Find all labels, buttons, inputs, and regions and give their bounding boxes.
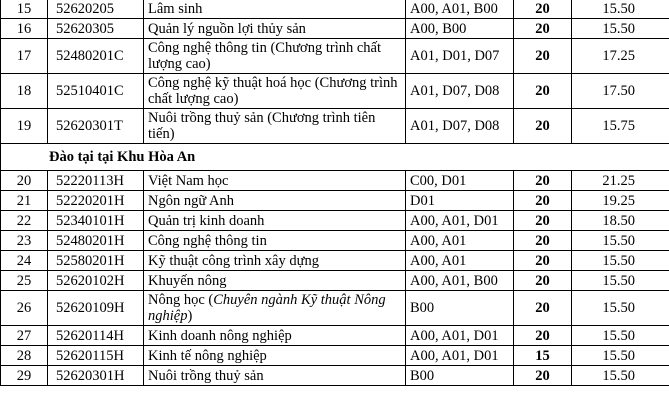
score-cell: 21.25 [572,171,669,191]
row-number-cell: 16 [1,19,48,39]
major-name-cell [144,191,406,211]
table-row [1,346,669,366]
row-number-cell: 15 [1,0,48,19]
major-code-cell: 52620301T [48,109,144,144]
subject-groups-cell: A00, B00 [406,19,514,39]
table-row [1,191,669,211]
table-row [1,231,669,251]
major-code-cell: 52620205 [48,0,144,19]
major-code-cell: 52480201C [48,39,144,74]
major-name-text: Nông học ( [148,292,214,308]
subject-groups-cell: A00, A01, B00 [406,271,514,291]
major-name-cell [144,39,406,74]
subject-groups-cell: A00, A01, D01 [406,326,514,346]
table-row [1,366,669,386]
row-number-cell: 23 [1,231,48,251]
score-cell: 15.50 [572,231,669,251]
major-name-cell [144,271,406,291]
major-name-text: Quản trị kinh doanh [148,212,265,229]
quota-cell: 20 [514,191,572,211]
table-row [1,326,669,346]
major-name-cell [144,231,406,251]
major-name-cell [144,366,406,386]
row-number-cell: 27 [1,326,48,346]
major-name-text: Quản lý nguồn lợi thủy sản [148,20,306,37]
score-cell: 15.50 [572,0,669,19]
major-name-text: Công nghệ thông tin [148,232,267,249]
subject-groups-cell: A00, A01, D01 [406,211,514,231]
quota-cell: 20 [514,251,572,271]
quota-cell: 20 [514,39,572,74]
major-name-text: Kinh tế nông nghiệp [148,347,267,364]
major-code-cell: 52620109H [48,291,144,326]
major-code-cell: 52340101H [48,211,144,231]
major-name-text: Ngôn ngữ Anh [148,192,235,209]
row-number-cell: 25 [1,271,48,291]
quota-cell: 20 [514,231,572,251]
score-cell: 17.25 [572,39,669,74]
major-name-text: Lâm sinh [148,0,203,17]
quota-cell: 20 [514,19,572,39]
major-name-italic: Chuyên ngành Kỹ thuật Nông nghiệp [148,292,386,324]
major-name-cell [144,19,406,39]
section-title: Đào tại tại Khu Hòa An [1,144,669,171]
major-code-cell: 52480201H [48,231,144,251]
major-name-text: Công nghệ kỹ thuật hoá học (Chương trình chất lượng cao) [148,75,398,107]
quota-cell: 15 [514,346,572,366]
table-row [1,19,669,39]
quota-cell: 20 [514,211,572,231]
major-name-text: Nuôi trồng thuỷ sản [148,367,264,384]
quota-cell: 20 [514,74,572,109]
score-cell: 15.50 [572,366,669,386]
row-number-cell: 26 [1,291,48,326]
row-number-cell: 19 [1,109,48,144]
subject-groups-cell: C00, D01 [406,171,514,191]
major-name-text: Việt Nam học [148,172,229,189]
major-name-cell [144,0,406,19]
quota-cell: 20 [514,0,572,19]
major-name-cell [144,346,406,366]
table-row [1,109,669,144]
major-name-end: ) [187,308,193,324]
table-row [1,0,669,19]
score-cell: 18.50 [572,211,669,231]
major-code-cell: 52580201H [48,251,144,271]
score-cell: 19.25 [572,191,669,211]
table-row [1,251,669,271]
major-code-cell: 52220113H [48,171,144,191]
major-name-text: Nuôi trồng thuỷ sản (Chương trình tiên tiến) [148,110,376,142]
score-cell: 15.50 [572,326,669,346]
score-cell: 15.50 [572,346,669,366]
major-name-text: Kinh doanh nông nghiệp [148,327,292,344]
row-number-cell: 28 [1,346,48,366]
major-name-cell [144,171,406,191]
subject-groups-cell: A00, A01 [406,251,514,271]
major-name-cell [144,326,406,346]
quota-cell: 20 [514,291,572,326]
major-code-cell: 52620115H [48,346,144,366]
major-code-cell: 52510401C [48,74,144,109]
major-name-cell [144,291,406,326]
major-name-cell [144,211,406,231]
major-code-cell: 52620301H [48,366,144,386]
row-number-cell: 29 [1,366,48,386]
score-cell: 17.50 [572,74,669,109]
major-name-text: Công nghệ thông tin (Chương trình chất lượng cao) [148,40,382,72]
table-row [1,39,669,74]
table-row [1,291,669,326]
section-row [1,144,669,171]
row-number-cell: 24 [1,251,48,271]
table-row [1,211,669,231]
subject-groups-cell: A00, A01, D01 [406,346,514,366]
quota-cell: 20 [514,171,572,191]
major-name-cell [144,109,406,144]
table-body [1,0,669,386]
row-number-cell: 20 [1,171,48,191]
subject-groups-cell: B00 [406,291,514,326]
table-row [1,171,669,191]
score-cell: 15.75 [572,109,669,144]
row-number-cell: 21 [1,191,48,211]
major-code-cell: 52220201H [48,191,144,211]
row-number-cell: 22 [1,211,48,231]
table-row [1,74,669,109]
quota-cell: 20 [514,326,572,346]
score-cell: 15.50 [572,251,669,271]
major-name-cell [144,74,406,109]
major-name-text: Khuyến nông [148,272,227,289]
quota-cell: 20 [514,109,572,144]
row-number-cell: 17 [1,39,48,74]
subject-groups-cell: A00, A01 [406,231,514,251]
score-cell: 15.50 [572,271,669,291]
subject-groups-cell: A01, D01, D07 [406,39,514,74]
subject-groups-cell: A01, D07, D08 [406,109,514,144]
subject-groups-cell: B00 [406,366,514,386]
subject-groups-cell: A01, D07, D08 [406,74,514,109]
major-name-cell [144,251,406,271]
table-row [1,271,669,291]
quota-cell: 20 [514,366,572,386]
score-cell: 15.50 [572,291,669,326]
major-code-cell: 52620102H [48,271,144,291]
major-code-cell: 52620114H [48,326,144,346]
major-name-text: Kỹ thuật công trình xây dựng [148,252,319,269]
major-code-cell: 52620305 [48,19,144,39]
subject-groups-cell: A00, A01, B00 [406,0,514,19]
quota-cell: 20 [514,271,572,291]
subject-groups-cell: D01 [406,191,514,211]
row-number-cell: 18 [1,74,48,109]
score-cell: 15.50 [572,19,669,39]
